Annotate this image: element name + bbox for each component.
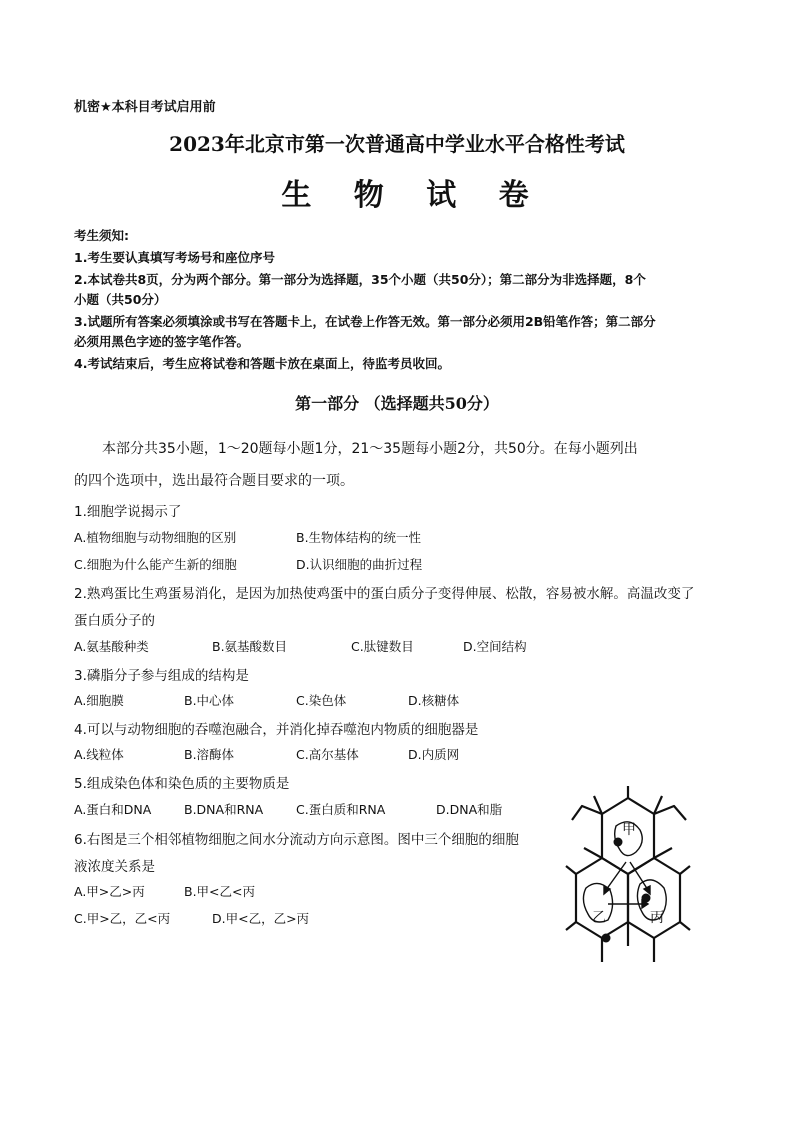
question-stem: 液浓度关系是 bbox=[74, 859, 155, 875]
notice-line: 3.试题所有答案必须填涂或书写在答题卡上，在试卷上作答无效。第一部分必须用2B铅笔作答；第二部分 bbox=[74, 314, 656, 329]
exam-title: 2023年北京市第一次普通高中学业水平合格性考试 bbox=[169, 132, 625, 156]
option: B.溶酶体 bbox=[184, 747, 235, 762]
option: D.内质网 bbox=[408, 747, 460, 762]
option: C.高尔基体 bbox=[296, 747, 359, 762]
option: A.细胞膜 bbox=[74, 693, 124, 708]
option: B.中心体 bbox=[184, 693, 235, 708]
option: B.DNA和RNA bbox=[184, 802, 264, 817]
notice-line: 4.考试结束后，考生应将试卷和答题卡放在桌面上，待监考员收回。 bbox=[74, 356, 450, 371]
plant-cells-figure bbox=[564, 786, 692, 966]
option: A.甲>乙>丙 bbox=[74, 884, 145, 899]
option: D.DNA和脂 bbox=[436, 802, 503, 817]
notice-heading: 考生须知: bbox=[74, 228, 129, 243]
cell-label-bing: 丙 bbox=[650, 910, 664, 926]
option: D.甲<乙，乙>丙 bbox=[212, 911, 310, 926]
option: B.甲<乙<丙 bbox=[184, 884, 255, 899]
notice-line: 2.本试卷共8页，分为两个部分。第一部分为选择题，35个小题（共50分）；第二部分为非选择题，8个 bbox=[74, 272, 646, 287]
option: A.线粒体 bbox=[74, 747, 124, 762]
cell-label-jia: 甲 bbox=[622, 822, 636, 838]
option: A.植物细胞与动物细胞的区别 bbox=[74, 530, 237, 545]
cell-label-yi: 乙 bbox=[592, 910, 606, 926]
option: C.肽键数目 bbox=[351, 639, 414, 654]
option: A.蛋白和DNA bbox=[74, 802, 152, 817]
option: D.认识细胞的曲折过程 bbox=[296, 557, 423, 572]
question-stem: 1.细胞学说揭示了 bbox=[74, 504, 182, 520]
option: C.染色体 bbox=[296, 693, 347, 708]
option: B.生物体结构的统一性 bbox=[296, 530, 422, 545]
notice-line: 必须用黑色字迹的签字笔作答。 bbox=[74, 334, 250, 349]
option: A.氨基酸种类 bbox=[74, 639, 149, 654]
option: D.核糖体 bbox=[408, 693, 460, 708]
plant-cells-diagram bbox=[564, 786, 692, 966]
confidential-mark: 机密★本科目考试启用前 bbox=[74, 100, 216, 115]
option: D.空间结构 bbox=[463, 639, 527, 654]
question-stem: 3.磷脂分子参与组成的结构是 bbox=[74, 668, 249, 684]
question-stem: 蛋白质分子的 bbox=[74, 613, 155, 629]
section-intro: 的四个选项中，选出最符合题目要求的一项。 bbox=[74, 473, 354, 489]
option: C.甲>乙，乙<丙 bbox=[74, 911, 171, 926]
option: C.蛋白质和RNA bbox=[296, 802, 386, 817]
section-title: 第一部分 （选择题共50分） bbox=[295, 394, 499, 413]
question-stem: 6.右图是三个相邻植物细胞之间水分流动方向示意图。图中三个细胞的细胞 bbox=[74, 832, 519, 848]
question-stem: 4.可以与动物细胞的吞噬泡融合，并消化掉吞噬泡内物质的细胞器是 bbox=[74, 722, 479, 738]
notice-line: 1.考生要认真填写考场号和座位序号 bbox=[74, 250, 275, 265]
option: C.细胞为什么能产生新的细胞 bbox=[74, 557, 237, 572]
question-stem: 2.熟鸡蛋比生鸡蛋易消化，是因为加热使鸡蛋中的蛋白质分子变得伸展、松散，容易被水解。高温改变了 bbox=[74, 586, 695, 602]
question-stem: 5.组成染色体和染色质的主要物质是 bbox=[74, 776, 290, 792]
option: B.氨基酸数目 bbox=[212, 639, 288, 654]
notice-line: 小题（共50分） bbox=[74, 292, 167, 307]
subject-title: 生 物 试 卷 bbox=[281, 178, 545, 213]
section-intro: 本部分共35小题，1～20题每小题1分，21～35题每小题2分，共50分。在每小题列出 bbox=[102, 441, 638, 457]
